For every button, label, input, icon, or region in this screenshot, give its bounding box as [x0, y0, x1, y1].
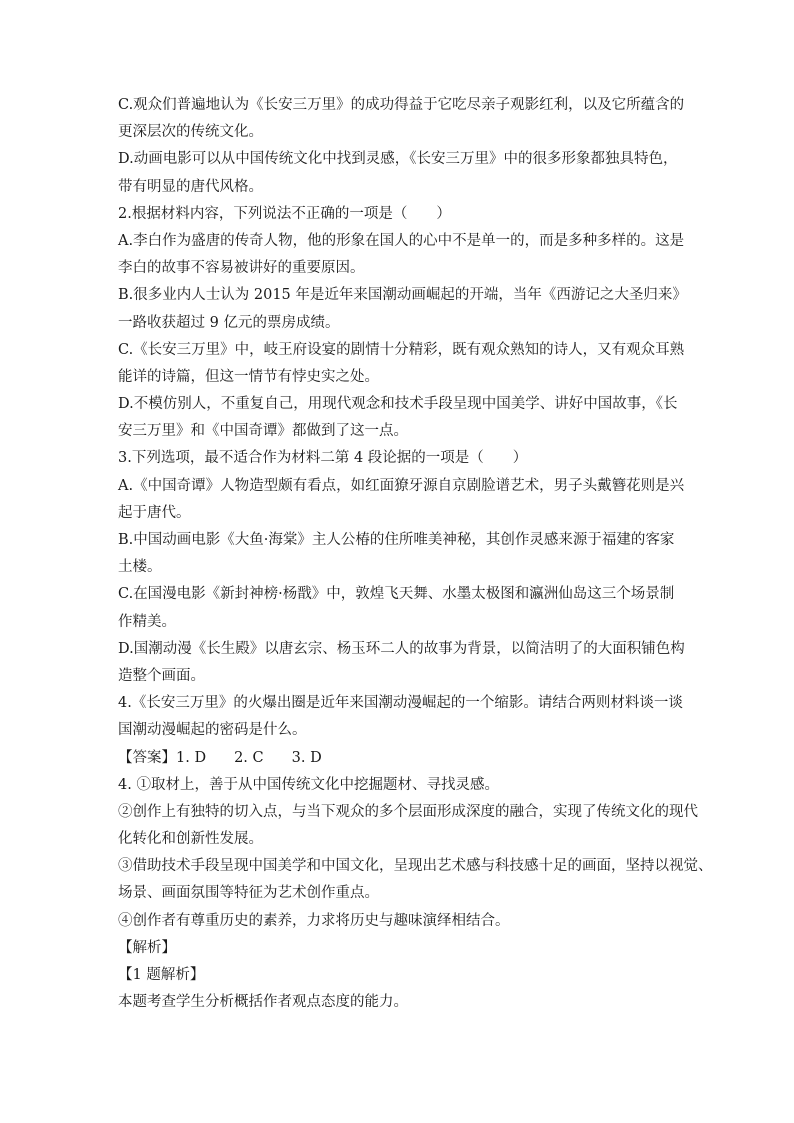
- text-line: 土楼。: [118, 559, 162, 576]
- text-line: D.不模仿别人，不重复自己，用现代观念和技术手段呈现中国美学、讲好中国故事，《长: [118, 396, 678, 413]
- text-line: 场景、画面氛围等特征为艺术创作重点。: [118, 885, 379, 902]
- text-line: A.《中国奇谭》人物造型颇有看点，如红面獠牙源自京剧脸谱艺术，男子头戴簪花则是兴: [118, 477, 685, 494]
- text-line: 安三万里》和《中国奇谭》都做到了这一点。: [118, 423, 408, 440]
- text-line: ④创作者有尊重历史的素养，力求将历史与趣味演绎相结合。: [118, 912, 510, 929]
- text-line: 化转化和创新性发展。: [118, 831, 263, 848]
- answer-label: 【答案】: [118, 749, 176, 766]
- text-line: 更深层次的传统文化。: [118, 124, 263, 141]
- text-line: B.中国动画电影《大鱼·海棠》主人公椿的住所唯美神秘，其创作灵感来源于福建的客家: [118, 532, 675, 548]
- text-line: A.李白作为盛唐的传奇人物，他的形象在国人的心中不是单一的，而是多种多样的。这是: [118, 232, 685, 249]
- text-line: B.很多业内人士认为 2015 年是近年来国潮动画崛起的开端，当年《西游记之大圣归来》: [118, 287, 687, 304]
- text-line: C.在国漫电影《新封神榜·杨戬》中，敦煌飞天舞、水墨太极图和瀛洲仙岛这三个场景制: [118, 586, 675, 603]
- text-line: C.《长安三万里》中，岐王府设宴的剧情十分精彩，既有观众熟知的诗人，又有观众耳熟: [118, 341, 685, 358]
- text-line: 本题考查学生分析概括作者观点态度的能力。: [118, 994, 408, 1011]
- answer-item-3: 3. D: [291, 749, 322, 766]
- text-line: 4. ①取材上，善于从中国传统文化中挖掘题材、寻找灵感。: [118, 776, 499, 793]
- text-line: 带有明显的唐代风格。: [118, 178, 263, 195]
- answer-line: [118, 745, 674, 772]
- text-line: 作精美。: [118, 613, 176, 630]
- text-line: 造整个画面。: [118, 667, 205, 684]
- analysis-subheading: 【1 题解析】: [118, 967, 205, 983]
- text-line: ②创作上有独特的切入点，与当下观众的多个层面形成深度的融合，实现了传统文化的现代: [118, 803, 698, 820]
- text-line: 一路收获超过 9 亿元的票房成绩。: [118, 314, 340, 331]
- text-line: C.观众们普遍地认为《长安三万里》的成功得益于它吃尽亲子观影红利，以及它所蕴含的: [118, 97, 685, 113]
- text-line: 国潮动漫崛起的密码是什么。: [118, 722, 307, 739]
- document-body: [118, 92, 713, 1016]
- answer-item-1: 1. D: [176, 749, 207, 766]
- answer-item-2: 2. C: [234, 749, 264, 766]
- question-3-title: 3.下列选项，最不适合作为材料二第 4 段论据的一项是（ ）: [118, 450, 528, 467]
- text-line: 李白的故事不容易被讲好的重要原因。: [118, 260, 365, 277]
- text-line: 起于唐代。: [118, 504, 191, 521]
- text-line: D.动画电影可以从中国传统文化中找到灵感，《长安三万里》中的很多形象都独具特色，: [118, 151, 678, 168]
- text-line: ③借助技术手段呈现中国美学和中国文化，呈现出艺术感与科技感十足的画面，坚持以视觉、: [118, 858, 713, 875]
- question-4-title: 4.《长安三万里》的火爆出圈是近年来国潮动漫崛起的一个缩影。请结合两则材料谈一谈: [118, 695, 683, 712]
- question-2-title: 2.根据材料内容，下列说法不正确的一项是（ ）: [118, 205, 451, 222]
- text-line: 能详的诗篇，但这一情节有悖史实之处。: [118, 368, 379, 385]
- text-line: D.国潮动漫《长生殿》以唐玄宗、杨玉环二人的故事为背景，以简洁明了的大面积铺色构: [118, 640, 685, 657]
- analysis-heading: 【解析】: [118, 939, 176, 956]
